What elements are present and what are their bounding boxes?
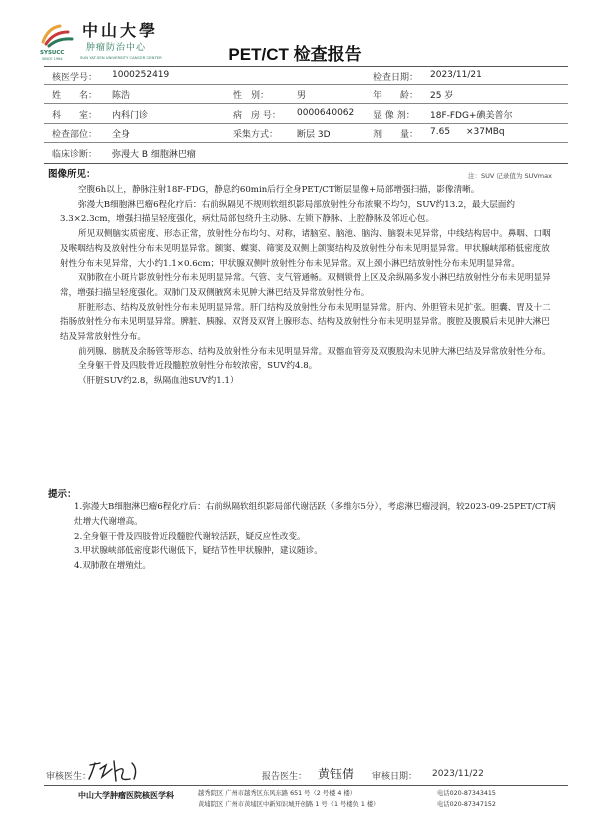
- reporter-label: 报告医生：: [262, 772, 308, 782]
- findings-paragraph: 空腹6h以上，静脉注射18F-FDG，静息约60min后行全身PET/CT断层显像+局部增强扫描，影像清晰。: [78, 185, 480, 195]
- age-value: 25 岁: [430, 91, 454, 101]
- divider: [44, 142, 568, 143]
- hint-item: 4.双肺散在增殖灶。: [74, 561, 151, 572]
- tracer-value: 18F-FDG+碘美普尔: [430, 111, 513, 121]
- gender-label: 性 别：: [233, 91, 270, 101]
- review-date-label: 审核日期：: [372, 772, 418, 782]
- phone-yuexiu: 电话020-87343415: [437, 790, 496, 797]
- method-value: 断层 3D: [297, 130, 331, 140]
- review-date-value: 2023/11/22: [432, 769, 484, 779]
- divider: [44, 66, 568, 67]
- hint-item: 2.全身躯干骨及四肢骨近段髓腔代谢较活跃，疑反应性改变。: [74, 531, 306, 542]
- hospital-name: 中山大学肿瘤医院核医学科: [78, 791, 174, 800]
- hints-list: [74, 500, 558, 574]
- site-label: 检查部位：: [52, 130, 98, 140]
- report-title: PET/CT 检查报告: [228, 45, 362, 64]
- logo-university-name: 中山大學: [82, 21, 159, 40]
- logo-since: SINCE 1964: [42, 57, 63, 61]
- diagnosis-label: 临床诊断：: [52, 150, 98, 160]
- logo-center-name: 肿瘤防治中心: [86, 43, 147, 53]
- divider: [44, 84, 568, 85]
- findings-paragraph: 前列腺、膀胱及余肠管等形态、结构及放射性分布未见明显异常。双髂血管旁及双腹股沟未见肿大淋巴结及异常放射性分布。: [78, 346, 551, 357]
- findings-body: [60, 183, 557, 389]
- dose-label: 剂 量：: [373, 130, 419, 140]
- diagnosis-value: 弥漫大 B 细胞淋巴瘤: [112, 150, 196, 160]
- address-huangpu: 黄埔院区 广州市黄埔区中新知识城开创路 1 号（1 号楼负 1 楼）: [198, 801, 380, 808]
- ward-no-label: 病 房 号：: [233, 111, 281, 121]
- findings-paragraph: 全身躯干骨及四肢骨近段髓腔放射性分布较浓密，SUV约4.8。: [78, 361, 318, 372]
- reviewer-signature: [86, 755, 156, 783]
- hint-item: 1.弥漫大B细胞淋巴瘤6程化疗后：右前纵隔软组织影局部代谢活跃（多维尔5分），考虑淋巴瘤浸润，较2023-09-25PET/CT病灶增大代谢增高。: [74, 502, 556, 527]
- age-label: 年 龄：: [373, 91, 419, 101]
- findings-paragraph: 弥漫大B细胞淋巴瘤6程化疗后：右前纵隔见不规则软组织影局部放射性分布浓聚不均匀，SUV约13.2，最大层面约3.3×2.3cm，增强扫描呈轻度强化，病灶局部包绕升主动脉、左锁下静脉、上腔静脉及邻近心包。: [60, 199, 515, 225]
- suv-note: 注：SUV 记录值为 SUVmax: [468, 172, 552, 180]
- dept-value: 内科门诊: [112, 111, 149, 121]
- dose-unit: ×37MBq: [466, 127, 505, 137]
- hints-title: 提示：: [48, 489, 77, 500]
- name-label: 姓 名：: [52, 91, 98, 101]
- divider: [44, 103, 568, 104]
- findings-paragraph: 双肺散在小斑片影放射性分布未见明显异常。气管、支气管通畅。双侧锁骨上区及余纵隔多发小淋巴结放射性分布未见明显异常，增强扫描呈轻度强化。双肺门及双侧腋窝未见肿大淋巴结及异常放射性分布。: [60, 273, 551, 298]
- logo-sysucc: SYSUCC: [40, 50, 65, 56]
- name-value: 陈浩: [112, 91, 131, 101]
- hint-item: 3.甲状腺峡部低密度影代谢低下，疑结节性甲状腺肿，建议随诊。: [74, 546, 323, 557]
- site-value: 全身: [112, 130, 131, 140]
- dose-value: 7.65: [430, 127, 451, 137]
- reviewer-label: 审核医生：: [46, 772, 92, 782]
- divider: [44, 123, 568, 124]
- dept-label: 科 室：: [52, 111, 98, 121]
- phone-huangpu: 电话020-87347152: [437, 801, 496, 808]
- address-yuexiu: 越秀院区 广州市越秀区东风东路 651 号（2 号楼 4 楼）: [198, 790, 356, 797]
- findings-paragraph: （肝脏SUV约2.8，纵隔血池SUV约1.1）: [78, 376, 239, 387]
- ward-no-value: 0000640062: [297, 108, 355, 118]
- exam-date-label: 检查日期：: [373, 73, 419, 83]
- findings-paragraph: 所见双侧脑实质密度、形态正常，放射性分布均匀、对称，诸脑室、脑池、脑沟、脑裂未见异常，中线结构居中。鼻咽、口咽及喉咽结构及放射性分布未见明显异常。额窦、蝶窦、筛窦及双侧上颌窦结构及放射性分布未见明显异常。甲状腺峡部稍低密度放射性分布未见异常，大小约1.1×0.6cm；甲状腺双侧叶放射性分布未见异常。双上颈小淋巴结放射性分布未见明显异常。: [60, 229, 551, 269]
- record-no-label: 核医学号：: [52, 73, 98, 83]
- reporter-name: 黄钰倩: [318, 767, 355, 781]
- findings-paragraph: 肝脏形态、结构及放射性分布未见明显异常。肝门结构及放射性分布未见明显异常。肝内、外胆管未见扩张。胆囊、胃及十二指肠放射性分布未见明显异常。脾脏、胰腺、双肾及双肾上腺形态、结构及放射性分布未见明显异常。腹腔及腹膜后未见肿大淋巴结及异常放射性分布。: [60, 302, 551, 343]
- divider: [44, 785, 568, 786]
- gender-value: 男: [297, 91, 307, 101]
- method-label: 采集方式：: [233, 130, 279, 140]
- logo-english-name: SUN YAT-SEN UNIVERSITY CANCER CENTER: [80, 55, 162, 60]
- findings-title: 图像所见：: [48, 169, 96, 180]
- exam-date-value: 2023/11/21: [430, 70, 482, 80]
- record-no-value: 1000252419: [112, 70, 170, 80]
- tracer-label: 显 像 剂：: [373, 111, 415, 121]
- divider: [44, 163, 568, 164]
